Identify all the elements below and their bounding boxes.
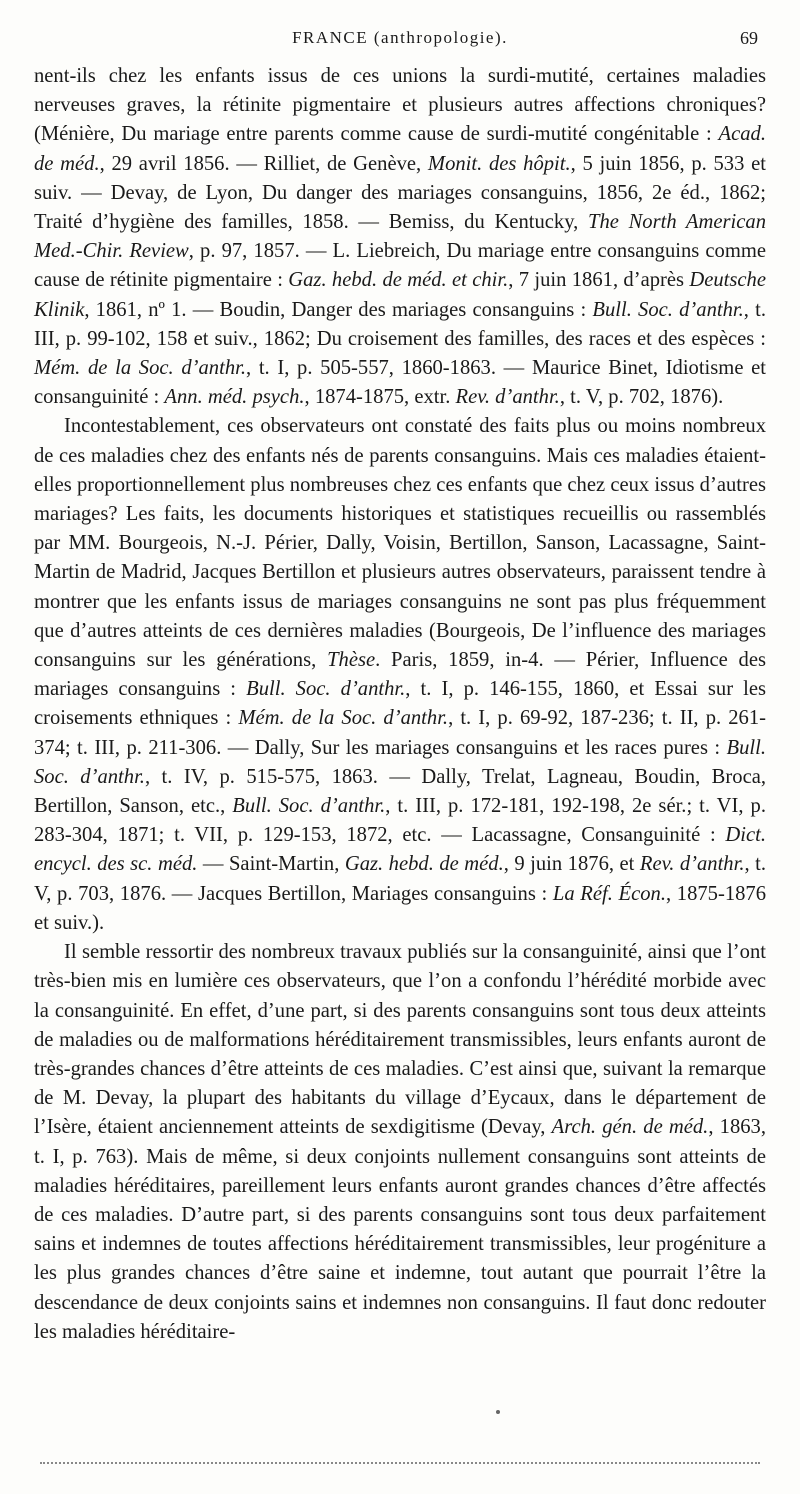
text-run: — Saint-Martin, — [197, 853, 345, 876]
italic-citation: Bull. Soc. d’anthr. — [246, 678, 406, 701]
italic-citation: Bull. Soc. d’anthr. — [232, 795, 386, 818]
italic-citation: Gaz. hebd. de méd. — [344, 853, 504, 876]
italic-citation: Ann. méd. psych. — [164, 386, 305, 409]
text-run: , t. I, p. 146-155, 1860, et Essai sur les croisements ethniques : — [34, 678, 767, 730]
text-run: , 7 juin 1861, d’après — [508, 269, 690, 292]
italic-citation: Mém. de la Soc. d’anthr. — [34, 357, 246, 380]
text-run: . Paris, 1859, in-4. — Périer, Influence des mariages consanguins : — [34, 649, 766, 701]
text-run: , t. III, p. 99-102, 158 et suiv., 1862; Du croisement des familles, des races et des espèces : — [34, 298, 766, 350]
text-run: , t. I, p. 69-92, 187-236; t. II, p. 261-374; t. III, p. 211-306. — Dally, Sur les mariages consanguins et les races pures : — [34, 707, 766, 759]
italic-citation: Arch. gén. de méd. — [551, 1116, 709, 1139]
italic-citation: Monit. des hôpit. — [427, 152, 571, 175]
text-run: , t. IV, p. 515-575, 1863. — Dally, Trelat, Lagneau, Boudin, Broca, Bertillon, Sanson, etc., — [34, 765, 767, 818]
text-run: , t. V, p. 702, 1876). — [559, 386, 724, 409]
italic-citation: Acad. de méd. — [34, 123, 766, 175]
italic-citation: Rev. d’anthr. — [455, 386, 560, 409]
text-run: , 5 juin 1856, p. 533 et suiv. — Devay, de Lyon, Du danger des mariages consanguins, 1856, 2e éd., 1862; Traité d’hygiène des familles, 1858. — Bemiss, du Kentucky, — [34, 152, 766, 234]
text-run: , 1861, nº 1. — Boudin, Danger des mariages consanguins : — [84, 298, 593, 321]
print-speck — [496, 1410, 500, 1414]
text-run: nent-ils chez les enfants issus de ces unions la surdi-mutité, certaines maladies nerveuses graves, la rétinite pigmentaire et plusieurs autres affections chroniques? (Ménière, Du mariage entre parents comme cause de surdi-mutité congénitable : — [34, 65, 766, 146]
italic-citation: Dict. encycl. des sc. méd. — [34, 824, 766, 876]
italic-citation: The North American Med.-Chir. Review — [34, 211, 766, 263]
text-run: , 1875-1876 et suiv.). — [34, 882, 767, 934]
page-number: 69 — [740, 28, 758, 48]
text-run: , 29 avril 1856. — Rilliet, de Genève, — [99, 152, 428, 175]
text-run: , 9 juin 1876, et — [503, 853, 640, 876]
italic-citation: La Réf. Écon. — [552, 882, 666, 905]
italic-citation: Bull. Soc. d’anthr. — [34, 736, 766, 788]
text-run: , t. III, p. 172-181, 192-198, 2e sér.; t. VI, p. 283-304, 1871; t. VII, p. 129-153, 1872, etc. — Lacassagne, Consanguinité : — [34, 795, 766, 847]
text-run: Incontestablement, ces observateurs ont constaté des faits plus ou moins nombreux de ces maladies chez des enfants nés de parents consanguins. Mais ces maladies étaient-elles proportionnellement plus nombreuses chez ces enfants que chez ceux issus d’autres mariages? Les faits, les documents historiques et statistiques recueillis ou rassemblés par MM. Bourgeois, N.-J. Périer, Dally, Voisin, Bertillon, Sanson, Lacassagne, Saint-Martin de Madrid, Jacques Bertillon et plusieurs autres observateurs, paraissent tendre à montrer que les enfants issus de mariages consanguins ne sont pas plus fréquemment que d’autres atteints de ces dernières maladies (Bourgeois, De l’influence des mariages consanguins sur les générations, — [34, 415, 766, 672]
italic-citation: Thèse — [327, 649, 376, 672]
text-run: Il semble ressortir des nombreux travaux publiés sur la consanguinité, ainsi que l’ont très-bien mis en lumière ces observateurs, que l’on a confondu l’hérédité morbide avec la consanguinité. En effet, d’une part, si des parents consanguins sont tous deux atteints de maladies ou de malformations héréditairement transmissibles, leurs enfants auront de très-grandes chances d’être atteints de ces maladies. C’est ainsi que, suivant la remarque de M. Devay, la plupart des habitants du village d’Eycaux, dans le département de l’Isère, étaient anciennement atteints de sexdigitisme (Devay, — [34, 941, 766, 1139]
text-run: , t. I, p. 505-557, 1860-1863. — Maurice Binet, Idiotisme et consanguinité : — [34, 357, 766, 409]
text-run: , 1863, t. I, p. 763). Mais de même, si deux conjoints nullement consanguins sont atteints de maladies héréditaires, pareillement leurs enfants auront grandes chances d’être affectés de ces maladies. D’autre part, si des parents consanguins sont tous deux parfaitement sains et indemnes de toutes affections héréditairement transmissibles, leur progéniture a les plus grandes chances d’être saine et indemne, tout autant que pourrait l’être la descendance de deux conjoints sains et indemnes non consanguins. Il faut donc redouter les maladies héréditaire- — [34, 1116, 767, 1343]
text-run: , p. 97, 1857. — L. Liebreich, Du mariage entre consanguins comme cause de rétinite pigmentaire : — [34, 240, 766, 292]
paragraph — [34, 938, 766, 1347]
italic-citation: Bull. Soc. d’anthr. — [592, 298, 744, 321]
text-run: , 1874-1875, extr. — [304, 386, 456, 409]
italic-citation: Rev. d’anthr. — [639, 853, 745, 876]
italic-citation: Mém. de la Soc. d’anthr. — [238, 707, 449, 730]
italic-citation: Deutsche Klinik — [34, 269, 766, 321]
paragraph — [34, 412, 766, 938]
dotted-rule — [40, 1462, 760, 1464]
body-text — [34, 62, 766, 1347]
running-head — [34, 28, 766, 62]
paragraph — [34, 62, 766, 412]
italic-citation: Gaz. hebd. de méd. et chir. — [288, 269, 509, 292]
text-run: , t. V, p. 703, 1876. — Jacques Bertillon, Mariages consanguins : — [34, 853, 766, 905]
running-title: FRANCE (anthropologie). — [292, 28, 508, 47]
